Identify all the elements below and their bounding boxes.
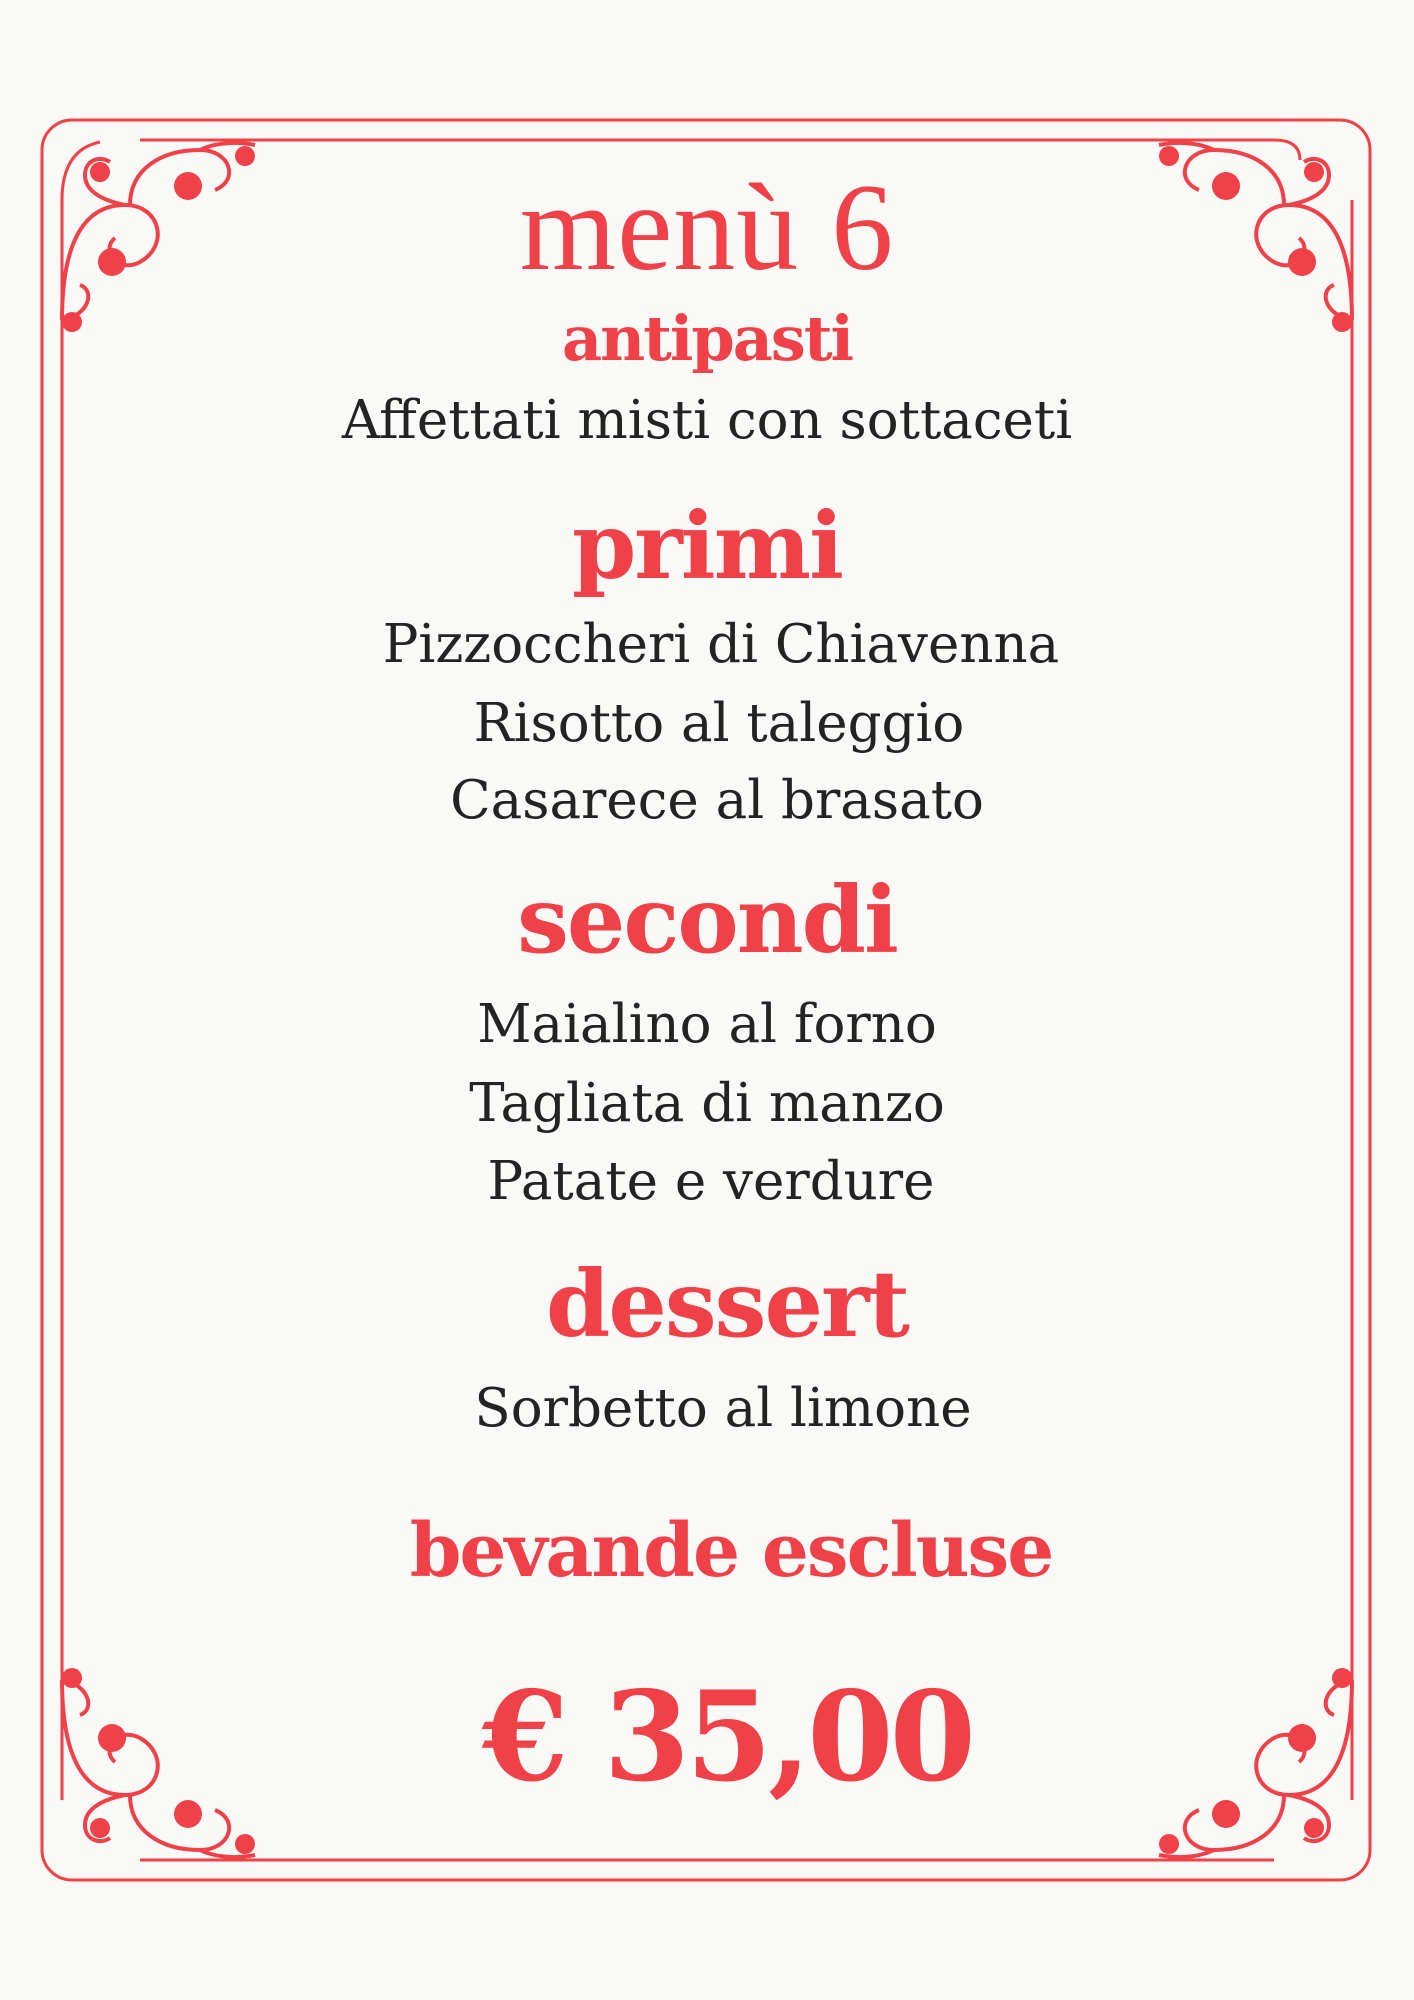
menu-item: Tagliata di manzo <box>469 1073 945 1134</box>
section-heading-dessert: dessert <box>546 1250 908 1358</box>
section-heading-secondi: secondi <box>517 866 897 974</box>
menu-item: Risotto al taleggio <box>473 693 965 754</box>
menu-item: Affettati misti con sottaceti <box>341 390 1073 451</box>
beverages-note: bevande escluse <box>409 1508 1053 1594</box>
menu-title: menù 6 <box>519 159 895 296</box>
menu-item: Sorbetto al limone <box>474 1378 972 1439</box>
section-heading-antipasti: antipasti <box>561 302 853 375</box>
menu-item: Pizzoccheri di Chiavenna <box>382 614 1060 675</box>
menu-item: Patate e verdure <box>487 1151 935 1212</box>
menu-item: Maialino al forno <box>477 994 937 1055</box>
menu-item: Casarece al brasato <box>450 770 984 831</box>
menu-price: € 35,00 <box>482 1665 972 1810</box>
section-heading-primi: primi <box>571 492 843 600</box>
